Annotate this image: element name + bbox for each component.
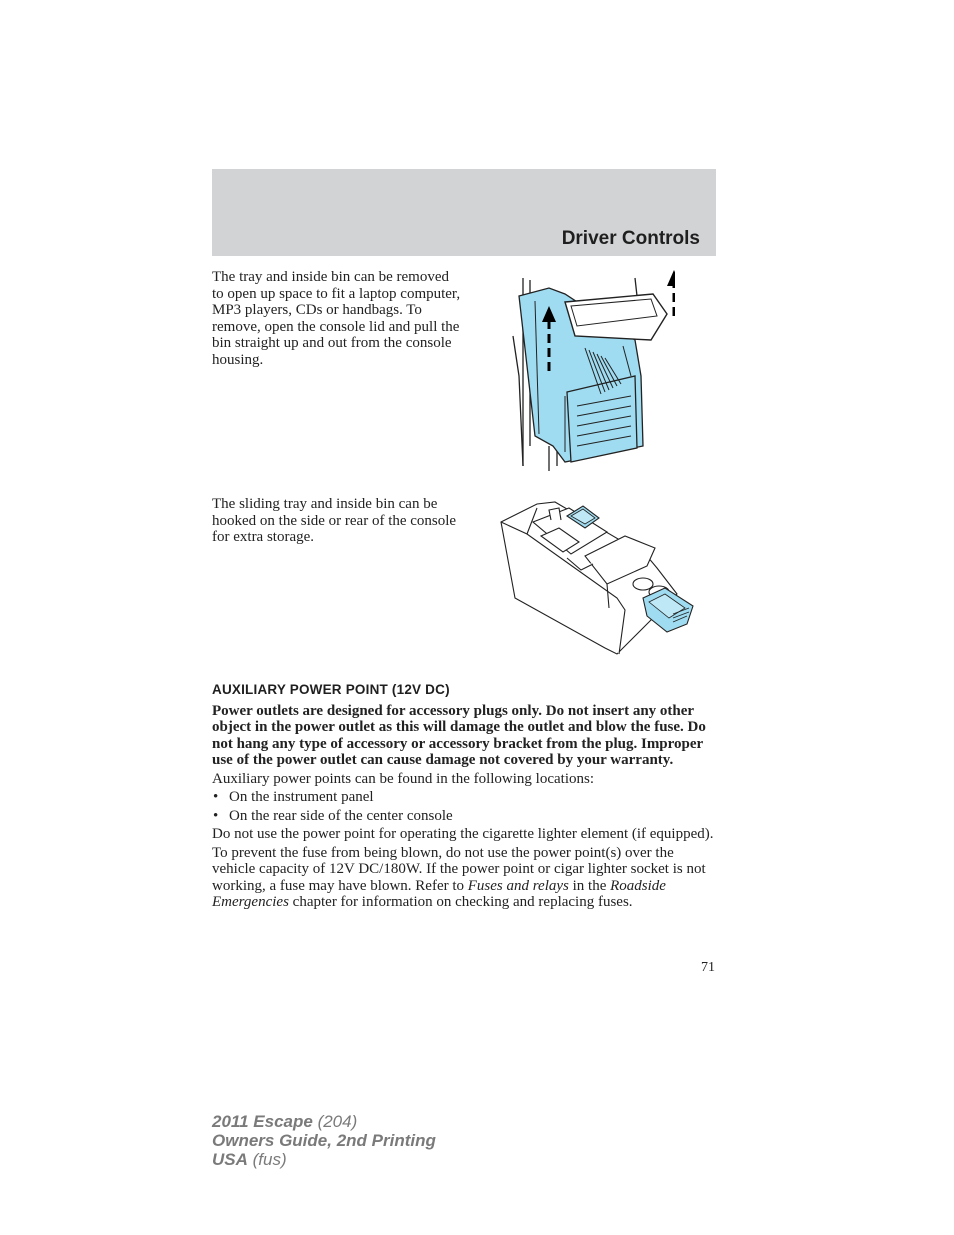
footer-market-code: (fus) [252,1150,287,1169]
list-item: • On the instrument panel [212,789,717,806]
list-item: • On the rear side of the center console [212,808,717,825]
fuses-relays-reference: Fuses and relays [467,877,569,894]
lighter-note: Do not use the power point for operating the cigarette lighter element (if equipped). [212,826,714,842]
footer-model-code: (204) [317,1112,358,1131]
header-band [212,169,716,256]
footer-market: USA [212,1150,248,1169]
tray-hook-paragraph: The sliding tray and inside bin can be hooked on the side or rear of the console for extra storage. [212,496,457,545]
fuse-note-end: chapter for information on checking and replacing fuses. [288,894,633,910]
section-heading: AUXILIARY POWER POINT (12V DC) [212,682,450,697]
footer [212,1112,436,1169]
fuse-note-mid: in the [568,877,611,894]
tray-removal-paragraph: The tray and inside bin can be removed to open up space to fit a laptop computer, MP3 players, CDs or handbags. To remove, open the console lid and pull the bin straight up and out from the console housing. [212,269,461,368]
page-number: 71 [701,960,715,975]
section-title: Driver Controls [561,228,700,249]
bin-removal-illustration [505,266,675,474]
warning-text: Power outlets are designed for accessory plugs only. Do not insert any other object in the power outlet as this will damage the outlet and blow the fuse. Do not hang any type of accessory or accessory bracket from the plug. Improper use of the power outlet can cause damage not covered by your warranty. [212,702,706,768]
auxiliary-power-section [212,682,717,913]
footer-guide: Owners Guide, 2nd Printing [212,1131,436,1150]
fuse-note [212,845,717,911]
locations-list [212,789,717,824]
console-storage-illustration [497,498,701,656]
locations-intro: Auxiliary power points can be found in the following locations: [212,770,595,787]
footer-model: 2011 Escape [212,1112,313,1131]
fuse-note-start: To prevent the fuse from being blown, do not use the power point(s) over the vehicle capacity of 12V DC/180W. If the power point or cigar lighter socket is not working, a fuse may have blown. Refer to [212,844,706,894]
roadside-emergencies-reference: Roadside Emergencies [212,877,666,910]
